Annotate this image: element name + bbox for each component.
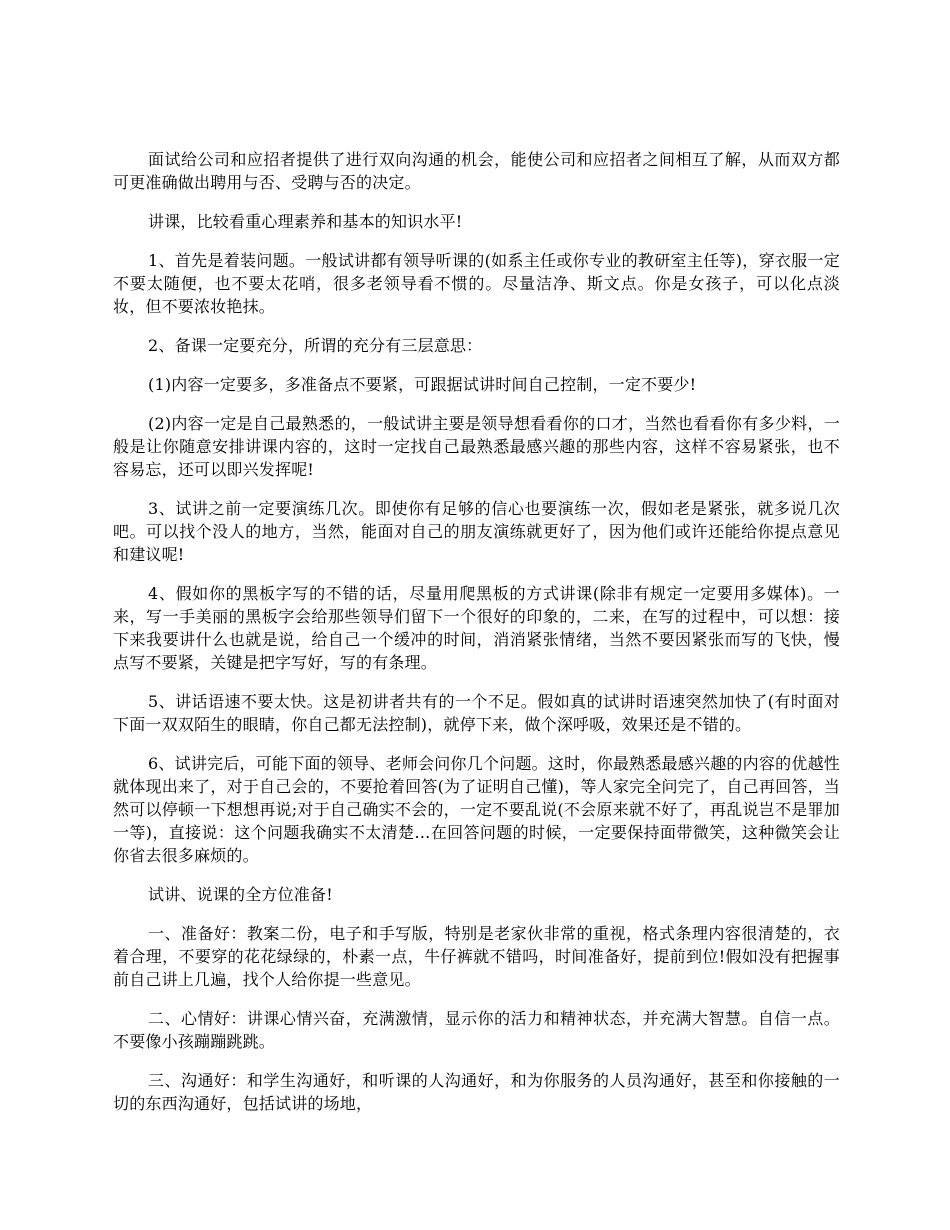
paragraph-tip-2-1: (1)内容一定要多，多准备点不要紧，可跟据试讲时间自己控制，一定不要少! [148, 375, 697, 394]
paragraph-tip-2-2: (2)内容一定是自己最熟悉的，一般试讲主要是领导想看看你的口才，当然也看看你有多少料，一般是让你随意安排讲课内容的，这时一定找自己最熟悉最感兴趣的那些内容，这样不容易紧张，也不容易忘，还可以即兴发挥呢! [113, 414, 840, 479]
paragraph-tip-6: 6、试讲完后，可能下面的领导、老师会问你几个问题。这时，你最熟悉最感兴趣的内容的优越性就体现出来了，对于自己会的，不要抢着回答(为了证明自己懂)，等人家完全问完了，自己再回答，当然可以停顿一下想想再说;对于自己确实不会的，一定不要乱说(不会原来就不好了，再乱说岂不是罪加一等)，直接说：这个问题我确实不太清楚…在回答问题的时候，一定要保持面带微笑，这种微笑会让你省去很多麻烦的。 [113, 754, 840, 865]
paragraph-prep-3: 三、沟通好：和学生沟通好，和听课的人沟通好，和为你服务的人员沟通好，甚至和你接触的一切的东西沟通好，包括试讲的场地， [113, 1071, 840, 1113]
paragraph-intro: 面试给公司和应招者提供了进行双向沟通的机会，能使公司和应招者之间相互了解，从而双方都可更准确做出聘用与否、受聘与否的决定。 [113, 150, 840, 192]
paragraph-prep-1: 一、准备好：教案二份，电子和手写版，特别是老家伙非常的重视，格式条理内容很清楚的，衣着合理，不要穿的花花绿绿的，朴素一点，牛仔裤就不错吗，时间准备好，提前到位!假如没有把握事前自己讲上几遍，找个人给你提一些意见。 [113, 924, 840, 989]
paragraph-tip-3: 3、试讲之前一定要演练几次。即使你有足够的信心也要演练一次，假如老是紧张，就多说几次吧。可以找个没人的地方，当然，能面对自己的朋友演练就更好了，因为他们或许还能给你提点意见和建议呢! [113, 499, 840, 564]
paragraph-tip-2: 2、备课一定要充分，所谓的充分有三层意思： [148, 336, 483, 355]
paragraph-section-heading: 试讲、说课的全方位准备! [148, 885, 333, 904]
paragraph-tip-5: 5、讲话语速不要太快。这是初讲者共有的一个不足。假如真的试讲时语速突然加快了(有时面对下面一双双陌生的眼睛，你自己都无法控制)，就停下来，做个深呼吸，效果还是不错的。 [113, 692, 840, 734]
paragraph-prep-2: 二、心情好：讲课心情兴奋，充满激情，显示你的活力和精神状态，并充满大智慧。自信一点。不要像小孩蹦蹦跳跳。 [113, 1009, 840, 1051]
paragraph-tip-1: 1、首先是着装问题。一般试讲都有领导听课的(如系主任或你专业的教研室主任等)，穿衣服一定不要太随便，也不要太花哨，很多老领导看不惯的。尽量洁净、斯文点。你是女孩子，可以化点淡妆，但不要浓妆艳抹。 [113, 251, 840, 316]
paragraph-tip-4: 4、假如你的黑板字写的不错的话，尽量用爬黑板的方式讲课(除非有规定一定要用多媒体)。一来，写一手美丽的黑板字会给那些领导们留下一个很好的印象的，二来，在写的过程中，可以想：接下来我要讲什么也就是说，给自己一个缓冲的时间，消消紧张情绪，当然不要因紧张而写的飞快，慢点写不要紧，关键是把字写好，写的有条理。 [113, 584, 840, 672]
paragraph-lecture-focus: 讲课，比较看重心理素养和基本的知识水平! [148, 212, 463, 231]
document-body [113, 148, 840, 1131]
